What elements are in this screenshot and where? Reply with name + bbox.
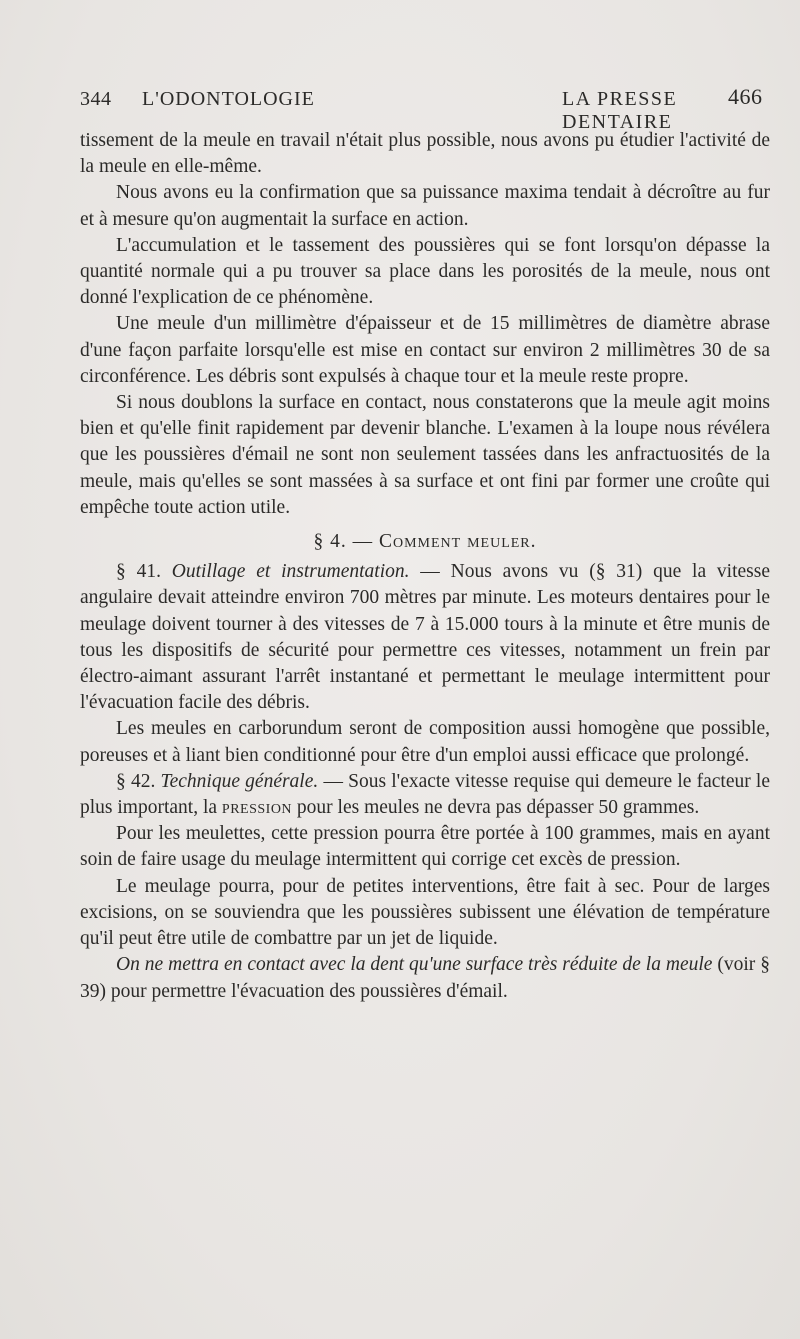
section-42-paragraph xyxy=(80,769,770,821)
page-number: 344 xyxy=(80,88,112,110)
section-42-number: § 42. xyxy=(116,770,156,792)
section-42-text-b: pour les meules ne devra pas dépasser 50 grammes. xyxy=(292,797,700,819)
section-42-text-a: — Sous l'exacte vitesse requise qui demeure le facteur le plus important, la xyxy=(80,770,771,819)
running-title-right: LA PRESSE DENTAIRE xyxy=(562,88,678,133)
section-41-paragraph xyxy=(80,559,770,716)
paragraph: Une meule d'un millimètre d'épaisseur et de 15 millimètres de diamètre abrase d'une façon parfaite lorsqu'elle est mise en contact sur environ 2 millimètres 30 de sa circonférence. Les débris sont expulsés à chaque tour et la meule reste propre. xyxy=(80,313,770,387)
paragraph: Si nous doublons la surface en contact, nous constaterons que la meule agit moins bien et qu'elle finit rapidement par devenir blanche. L'examen à la loupe nous révélera que les poussières d'émail ne sont non seulement tassées dans les anfractuosités de la meule, mais qu'elles se sont massées à sa surface et ont fini par former une croûte qui empêche toute action utile. xyxy=(80,392,770,518)
paragraph: Nous avons eu la confirmation que sa puissance maxima tendait à décroître au fur et à mesure qu'on augmentait la surface en action. xyxy=(80,182,770,230)
page-header xyxy=(80,84,770,133)
section-42-title: Technique générale. xyxy=(160,770,319,792)
paragraph: Le meulage pourra, pour de petites interventions, être fait à sec. Pour de larges excisions, on se souviendra que les poussières subissent une élévation de température qu'il peut être utile de combattre par un jet de liquide. xyxy=(80,875,770,950)
journal-page-number: 466 xyxy=(728,84,763,109)
body-text xyxy=(80,128,770,1005)
section-41-number: § 41. xyxy=(116,561,161,583)
paragraph: Pour les meulettes, cette pression pourra être portée à 100 grammes, mais en ayant soin de faire usage du meulage intermittent qui corrige cet excès de pression. xyxy=(80,823,770,871)
paragraph: Les meules en carborundum seront de composition aussi homogène que possible, poreuses et à liant bien conditionné pour être d'un emploi aussi efficace que prolongé. xyxy=(80,718,770,766)
final-italic-text: On ne mettra en contact avec la dent qu'une surface très réduite de la meule xyxy=(116,954,713,976)
section-42-pression: pression xyxy=(221,797,293,819)
section-41-title: Outillage et instrumentation. xyxy=(171,561,410,583)
final-paragraph xyxy=(80,952,770,1004)
paragraph: L'accumulation et le tassement des poussières qui se font lorsqu'on dépasse la quantité normale qui a pu trouver sa place dans les porosités de la meule, nous ont donné l'explication de ce phénomène. xyxy=(80,234,770,309)
final-text: (voir § 39) pour permettre l'évacuation des poussières d'émail. xyxy=(80,954,770,1002)
section-heading: § 4. — Comment meuler. xyxy=(313,531,537,553)
running-title-left: L'ODONTOLOGIE xyxy=(142,88,315,110)
paragraph: tissement de la meule en travail n'était plus possible, nous avons pu étudier l'activité de la meule en elle-même. xyxy=(80,130,770,178)
section-41-text: — Nous avons vu (§ 31) que la vitesse angulaire devait atteindre environ 700 mètres par minute. Les moteurs dentaires pour le meulage doivent tourner à des vitesses de 7 à 15.000 tours à la minute et être munis de tous les dispositifs de sécurité pour permettre ces vitesses, notamment un frein par électro-aimant assurant l'arrêt instantané et permettant le meulage intermittent pour l'évacuation facile des débris. xyxy=(80,561,770,714)
